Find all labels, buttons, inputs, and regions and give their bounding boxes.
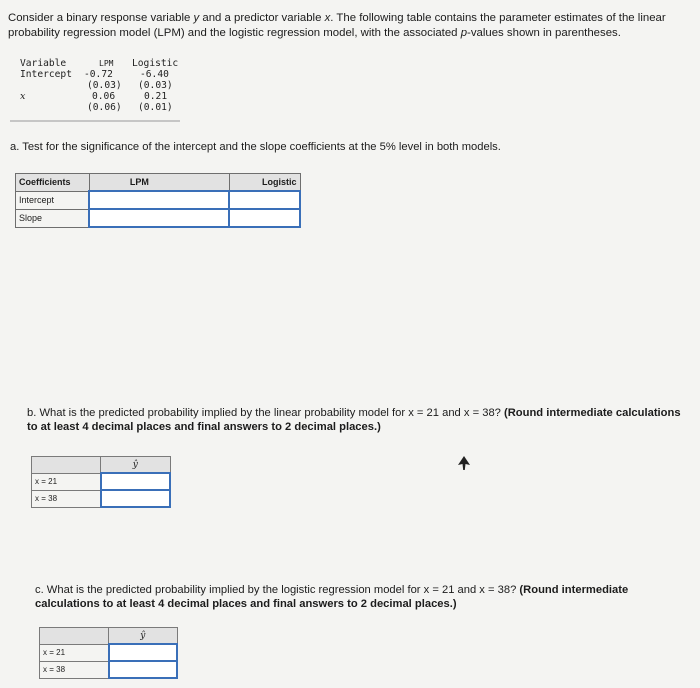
est-x-logit: 0.21 (144, 91, 168, 102)
est-x-label: x (20, 91, 26, 102)
est-header-variable: Variable (20, 58, 67, 69)
est-x-lpm: 0.06 (92, 91, 116, 102)
logit-x38-input[interactable] (109, 661, 178, 678)
logit-blank-header (40, 628, 109, 645)
row-slope: Slope (16, 209, 90, 227)
question-b-values: x = 21 and x = 38? (408, 407, 501, 419)
question-c-values: x = 21 and x = 38? (423, 584, 517, 596)
slope-lpm-input[interactable] (89, 209, 229, 227)
lpm-x38-input[interactable] (101, 490, 171, 507)
intercept-lpm-input[interactable] (89, 191, 229, 209)
row-intercept: Intercept (16, 191, 90, 209)
logit-yhat-header: ŷ (109, 628, 178, 645)
est-intercept-label: Intercept (20, 69, 72, 80)
est-x-lpm-p: (0.06) (87, 102, 122, 113)
question-c (35, 583, 692, 611)
slope-logistic-input[interactable] (229, 209, 300, 227)
lpm-row-x38: x = 38 (32, 490, 101, 507)
mouse-cursor-icon (458, 456, 470, 470)
var-x: x (324, 12, 331, 24)
lpm-x21-input[interactable] (101, 473, 171, 490)
question-b-text: b. What is the predicted probability implied by the linear probability model for (27, 407, 409, 419)
logit-x21-input[interactable] (109, 644, 178, 661)
col-coefficients: Coefficients (16, 174, 90, 192)
estimates-table (20, 58, 180, 122)
lpm-row-x21: x = 21 (32, 473, 101, 490)
var-y: y (193, 12, 200, 24)
intro-text-1: Consider a binary response variable (8, 12, 194, 24)
intro-text-3: . The following table contains the parameter estimates of the linear probability regression model (LPM) and the logistic regression model, with the associated (8, 12, 666, 39)
lpm-yhat-header: ŷ (101, 457, 171, 474)
coefficients-table (15, 173, 301, 228)
intercept-logistic-input[interactable] (229, 191, 300, 209)
est-intercept-logit: -6.40 (140, 69, 169, 80)
intro-text-4: -values shown in parentheses. (467, 27, 621, 39)
est-intercept-logit-p: (0.03) (138, 80, 173, 91)
question-c-text: c. What is the predicted probability implied by the logistic regression model for (35, 584, 424, 596)
lpm-prediction-table (31, 456, 171, 508)
question-c-rounding: (Round intermediate calculations to at least 4 decimal places and final answers to 2 decimal places.) (35, 584, 629, 610)
logit-row-x38: x = 38 (40, 661, 109, 678)
est-intercept-lpm-p: (0.03) (87, 80, 122, 91)
question-b (27, 406, 692, 434)
question-b-rounding: (Round intermediate calculations to at least 4 decimal places and final answers to 2 decimal places.) (27, 407, 681, 433)
intro-text-2: and a predictor variable (199, 12, 325, 24)
est-header-logistic: Logistic (132, 58, 179, 69)
question-a: a. Test for the significance of the intercept and the slope coefficients at the 5% level in both models. (10, 141, 501, 153)
col-lpm: LPM (89, 174, 229, 192)
est-intercept-lpm: -0.72 (84, 69, 113, 80)
lpm-blank-header (32, 457, 101, 474)
est-header-lpm: LPM (99, 59, 114, 68)
logistic-prediction-table (39, 627, 178, 679)
col-logistic: Logistic (229, 174, 300, 192)
var-p: p (460, 27, 468, 39)
divider (10, 120, 180, 122)
logit-row-x21: x = 21 (40, 644, 109, 661)
problem-intro (8, 11, 692, 41)
est-x-logit-p: (0.01) (138, 102, 173, 113)
